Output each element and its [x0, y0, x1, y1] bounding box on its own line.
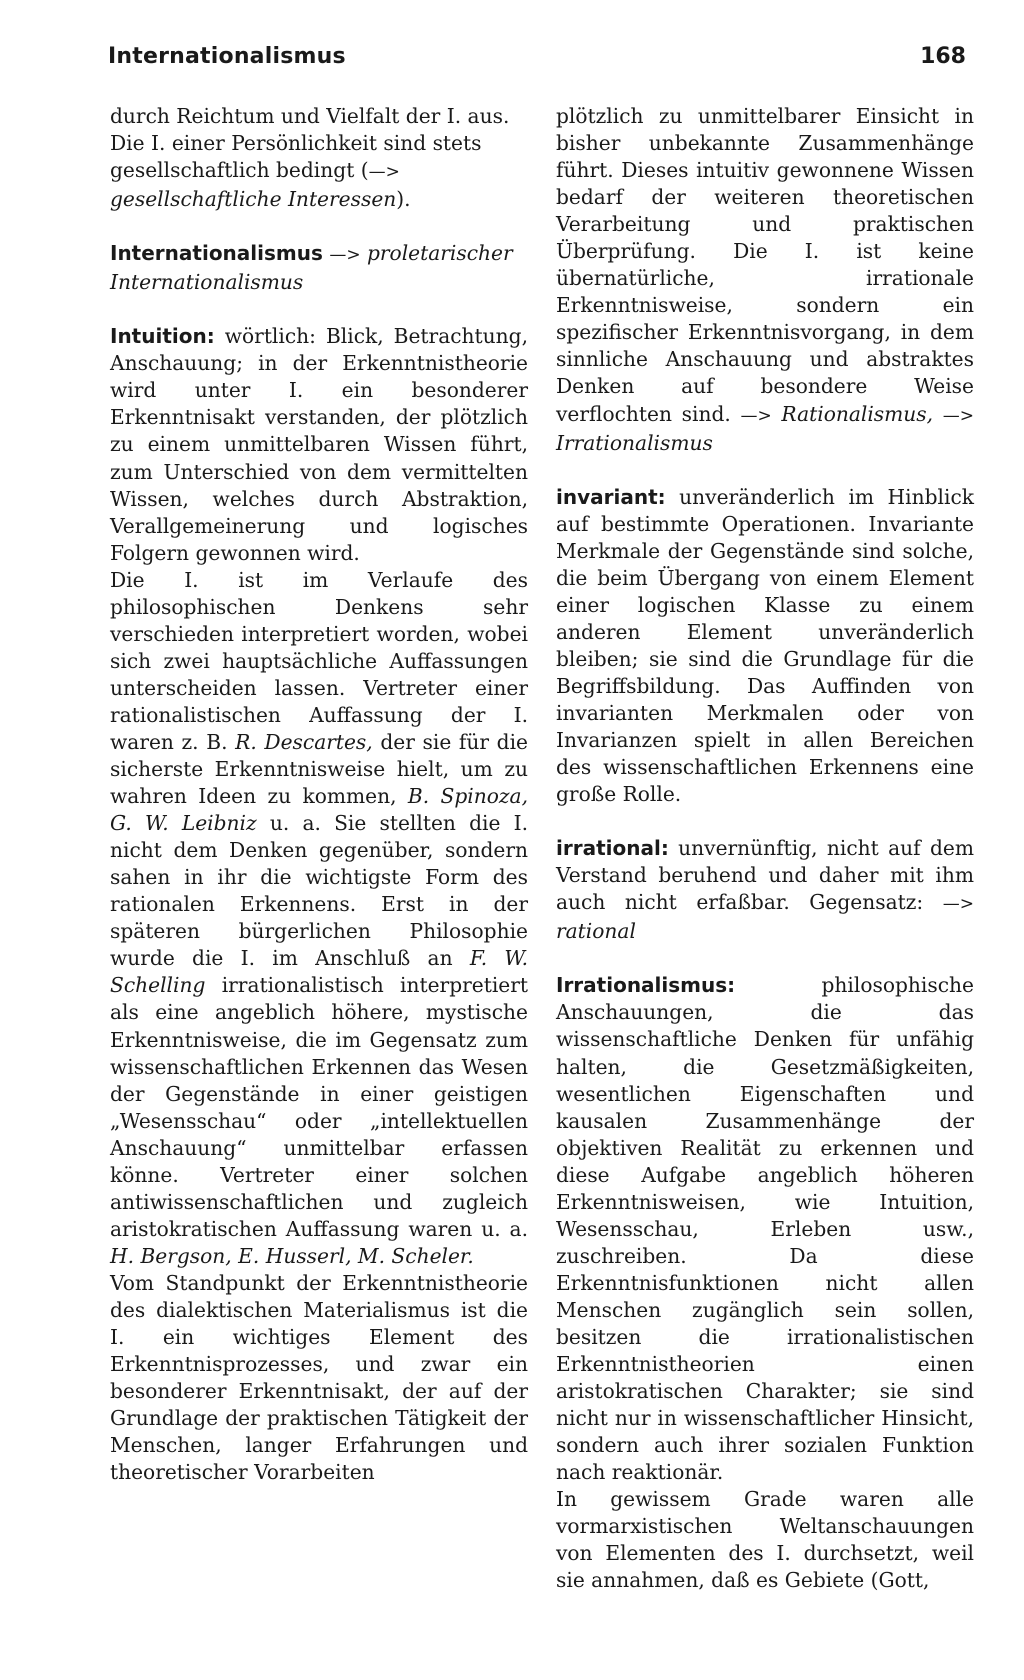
- entry-text: unveränderlich im Hinblick auf bestimmte Operationen. Invariante Merkmale der Gegenstände sind solche, die beim Übergang von einem Element einer logischen Klasse zu einem anderen Element unveränderlich bleiben; sie sind die Grundlage für die Begriffsbildung. Das Auffinden von invarianten Merkmalen oder von Invarianzen spielt in allen Bereichen des wissenschaftlichen Erkennens eine große Rolle.: [556, 484, 974, 807]
- person-name: B. Spinoza, G. W. Leibniz: [110, 784, 529, 836]
- entry-text: irrationalistisch interpretiert als eine angeblich höhere, mystische Erkenntnisweise, die im Gegensatz zum wissenschaftlichen Erkennen das Wesen der Gegenstände in einer geistigen „Wesensschau“ oder „intellektuellen Anschauung“ unmittelbar erfassen könne. Vertreter einer solchen antiwissenschaftlichen und zugleich aristokratischen Auffassung waren u. a.: [110, 973, 528, 1241]
- continuation-text: durch Reichtum und Vielfalt der I. aus.: [110, 104, 510, 128]
- entry-text: philosophische Anschauungen, die das wissenschaftliche Denken für unfähig halten, die Gesetzmäßigkeiten, wesentlichen Eigenschaften und kausalen Zusammenhänge der objektiven Realität zu erkennen und diese Aufgabe angeblich höheren Erkenntnisweisen, wie Intuition, Wesensschau, Erleben usw., zuschreiben. Da diese Erkenntnisfunktionen nicht allen Menschen zugänglich sein sollen, besitzen die irrationalistischen Erkenntnistheorien einen aristokratischen Charakter; sie sind nicht nur in wissenschaftlicher Hinsicht, sondern auch ihrer sozialen Funktion nach reaktionär.: [556, 973, 974, 1485]
- entry-text: der sie für die sicherste Erkenntnisweise hielt, um zu wahren Ideen zu kommen,: [110, 729, 528, 809]
- cross-reference-text: gesellschaftliche Interessen: [110, 187, 397, 212]
- cross-reference-text: Rationalismus,: [781, 401, 934, 426]
- entry-paragraph: [110, 567, 528, 1270]
- continuation-paragraph-2: [110, 130, 528, 213]
- continuation-paragraph: [110, 103, 528, 130]
- entry-irrational: [556, 835, 974, 945]
- entry-paragraph: [556, 103, 974, 457]
- entry-text: unvernünftig, nicht auf dem Verstand beruhend und daher mit ihm auch nicht erfaßbar. Gegensatz:: [556, 836, 974, 915]
- left-column: [110, 103, 528, 1486]
- page-header: [108, 44, 966, 80]
- right-column: [556, 103, 974, 1594]
- person-name: H. Bergson, E. Husserl, M. Scheler.: [110, 1243, 474, 1268]
- entry-term: Irrationalismus:: [556, 973, 736, 998]
- entry-paragraph: [110, 1270, 528, 1486]
- entry-text: Vom Standpunkt der Erkenntnistheorie des dialektischen Materialismus ist die I. ein wichtiges Element des Erkenntnisprozesses, und zwar ein besonderer Erkenntnisakt, der auf der Grundlage der praktischen Tätigkeit der Menschen, langer Erfahrungen und theoretischer Vorarbeiten: [110, 1270, 528, 1485]
- cross-reference-text: Irrationalismus: [556, 430, 713, 455]
- entry-term: Intuition:: [110, 324, 215, 349]
- entry-intuition: [110, 323, 528, 566]
- arrow-icon: —>: [368, 162, 400, 183]
- arrow-icon: —>: [942, 894, 974, 915]
- entry-internationalismus: [110, 240, 528, 296]
- page-number: 168: [920, 44, 966, 69]
- entry-term: Internationalismus: [110, 241, 323, 266]
- entry-text: In gewissem Grade waren alle vormarxistischen Weltanschauungen von Elementen des I. durchsetzt, weil sie annahmen, daß es Gebiete (Gott,: [556, 1487, 974, 1593]
- entry-irrationalismus: [556, 972, 974, 1486]
- person-name: F. W. Schelling: [110, 946, 528, 998]
- continuation-text: ).: [396, 187, 411, 212]
- entry-text: wörtlich: Blick, Betrachtung, Anschauung; in der Erkenntnistheorie wird unter I. ein besonderer Erkenntnisakt verstanden, der plötzlich zu einem unmittelbaren Wissen führt, zum Unterschied von dem vermittelten Wissen, welches durch Abstraktion, Verallgemeinerung und logisches Folgern gewonnen wird.: [110, 324, 528, 565]
- entry-term: irrational:: [556, 836, 669, 861]
- entry-paragraph: [556, 1486, 974, 1594]
- arrow-icon: —>: [740, 405, 772, 426]
- cross-reference-text: proletarischer Internationalismus: [110, 241, 513, 295]
- entry-text: Die I. ist im Verlaufe des philosophischen Denkens sehr verschieden interpretiert worden, wobei sich zwei hauptsächliche Auffassungen unterscheiden lassen. Vertreter einer rationalistischen Auffassung der I. waren z. B.: [110, 567, 528, 754]
- arrow-icon: —>: [942, 405, 974, 426]
- entry-invariant: [556, 484, 974, 809]
- entry-text: u. a. Sie stellten die I. nicht dem Denken gegenüber, sondern sahen in ihr die wichtigste Form des rationalen Erkennens. Erst in der späteren bürgerlichen Philosophie wurde die I. im Anschluß an: [110, 811, 528, 971]
- cross-reference-text: rational: [556, 919, 636, 944]
- entry-term: invariant:: [556, 484, 666, 509]
- running-head: Internationalismus: [108, 44, 346, 69]
- entry-text: plötzlich zu unmittelbarer Einsicht in bisher unbekannte Zusammenhänge führt. Dieses intuitiv gewonnene Wissen bedarf der weiteren theoretischen Verarbeitung und praktischen Überprüfung. Die I. ist keine übernatürliche, irrationale Erkenntnisweise, sondern ein spezifischer Erkenntnisvorgang, in dem sinnliche Anschauung und abstraktes Denken auf besondere Weise verflochten sind.: [556, 104, 974, 426]
- continuation-text: Die I. einer Persönlichkeit sind stets gesellschaftlich bedingt (: [110, 131, 482, 183]
- arrow-icon: —>: [329, 245, 361, 266]
- person-name: R. Descartes,: [235, 729, 373, 754]
